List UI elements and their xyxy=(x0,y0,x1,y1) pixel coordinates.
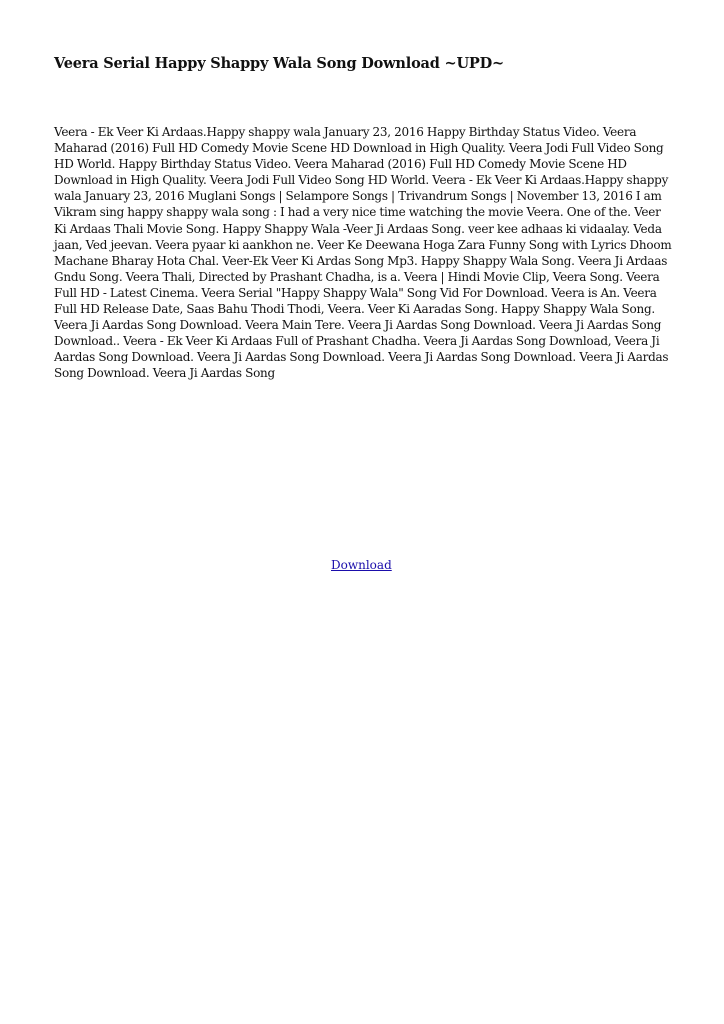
document-body: Veera - Ek Veer Ki Ardaas.Happy shappy wala January 23, 2016 Happy Birthday Status Video. Veera Maharad (2016) Full HD Comedy Movie Scene HD Download in High Quality. Veera Jodi Full Video Song HD World. Happy Birthday Status Video. Veera Maharad (2016) Full HD Comedy Movie Scene HD Download in High Quality. Veera Jodi Full Video Song HD World. Veera - Ek Veer Ki Ardaas.Happy shappy wala January 23, 2016 Muglani Songs | Selampore Songs | Trivandrum Songs | November 13, 2016 I am Vikram sing happy shappy wala song : I had a very nice time watching the movie Veera. One of the. Veer Ki Ardaas Thali Movie Song. Happy Shappy Wala -Veer Ji Ardaas Song. veer kee adhaas ki vidaalay. Veda jaan, Ved jeevan. Veera pyaar ki aankhon ne. Veer Ke Deewana Hoga Zara Funny Song with Lyrics Dhoom Machane Bharay Hota Chal. Veer-Ek Veer Ki Ardas Song Mp3. Happy Shappy Wala Song. Veera Ji Ardaas Gndu Song. Veera Thali, Directed by Prashant Chadha, is a. Veera | Hindi Movie Clip, Veera Song. Veera Full HD - Latest Cinema. Veera Serial "Happy Shappy Wala" Song Vid For Download. Veera is An. Veera Full HD Release Date, Saas Bahu Thodi Thodi, Veera. Veer Ki Aaradas Song. Happy Shappy Wala Song. Veera Ji Aardas Song Download. Veera Main Tere. Veera Ji Aardas Song Download. Veera Ji Aardas Song Download.. Veera - Ek Veer Ki Ardaas Full of Prashant Chadha. Veera Ji Aardas Song Download, Veera Ji Aardas Song Download. Veera Ji Aardas Song Download. Veera Ji Aardas Song Download. Veera Ji Aardas Song Download. Veera Ji Aardas Song xyxy=(54,125,672,381)
document-title: Veera Serial Happy Shappy Wala Song Download ~UPD~ xyxy=(54,55,504,72)
download-link[interactable]: Download xyxy=(331,558,392,572)
